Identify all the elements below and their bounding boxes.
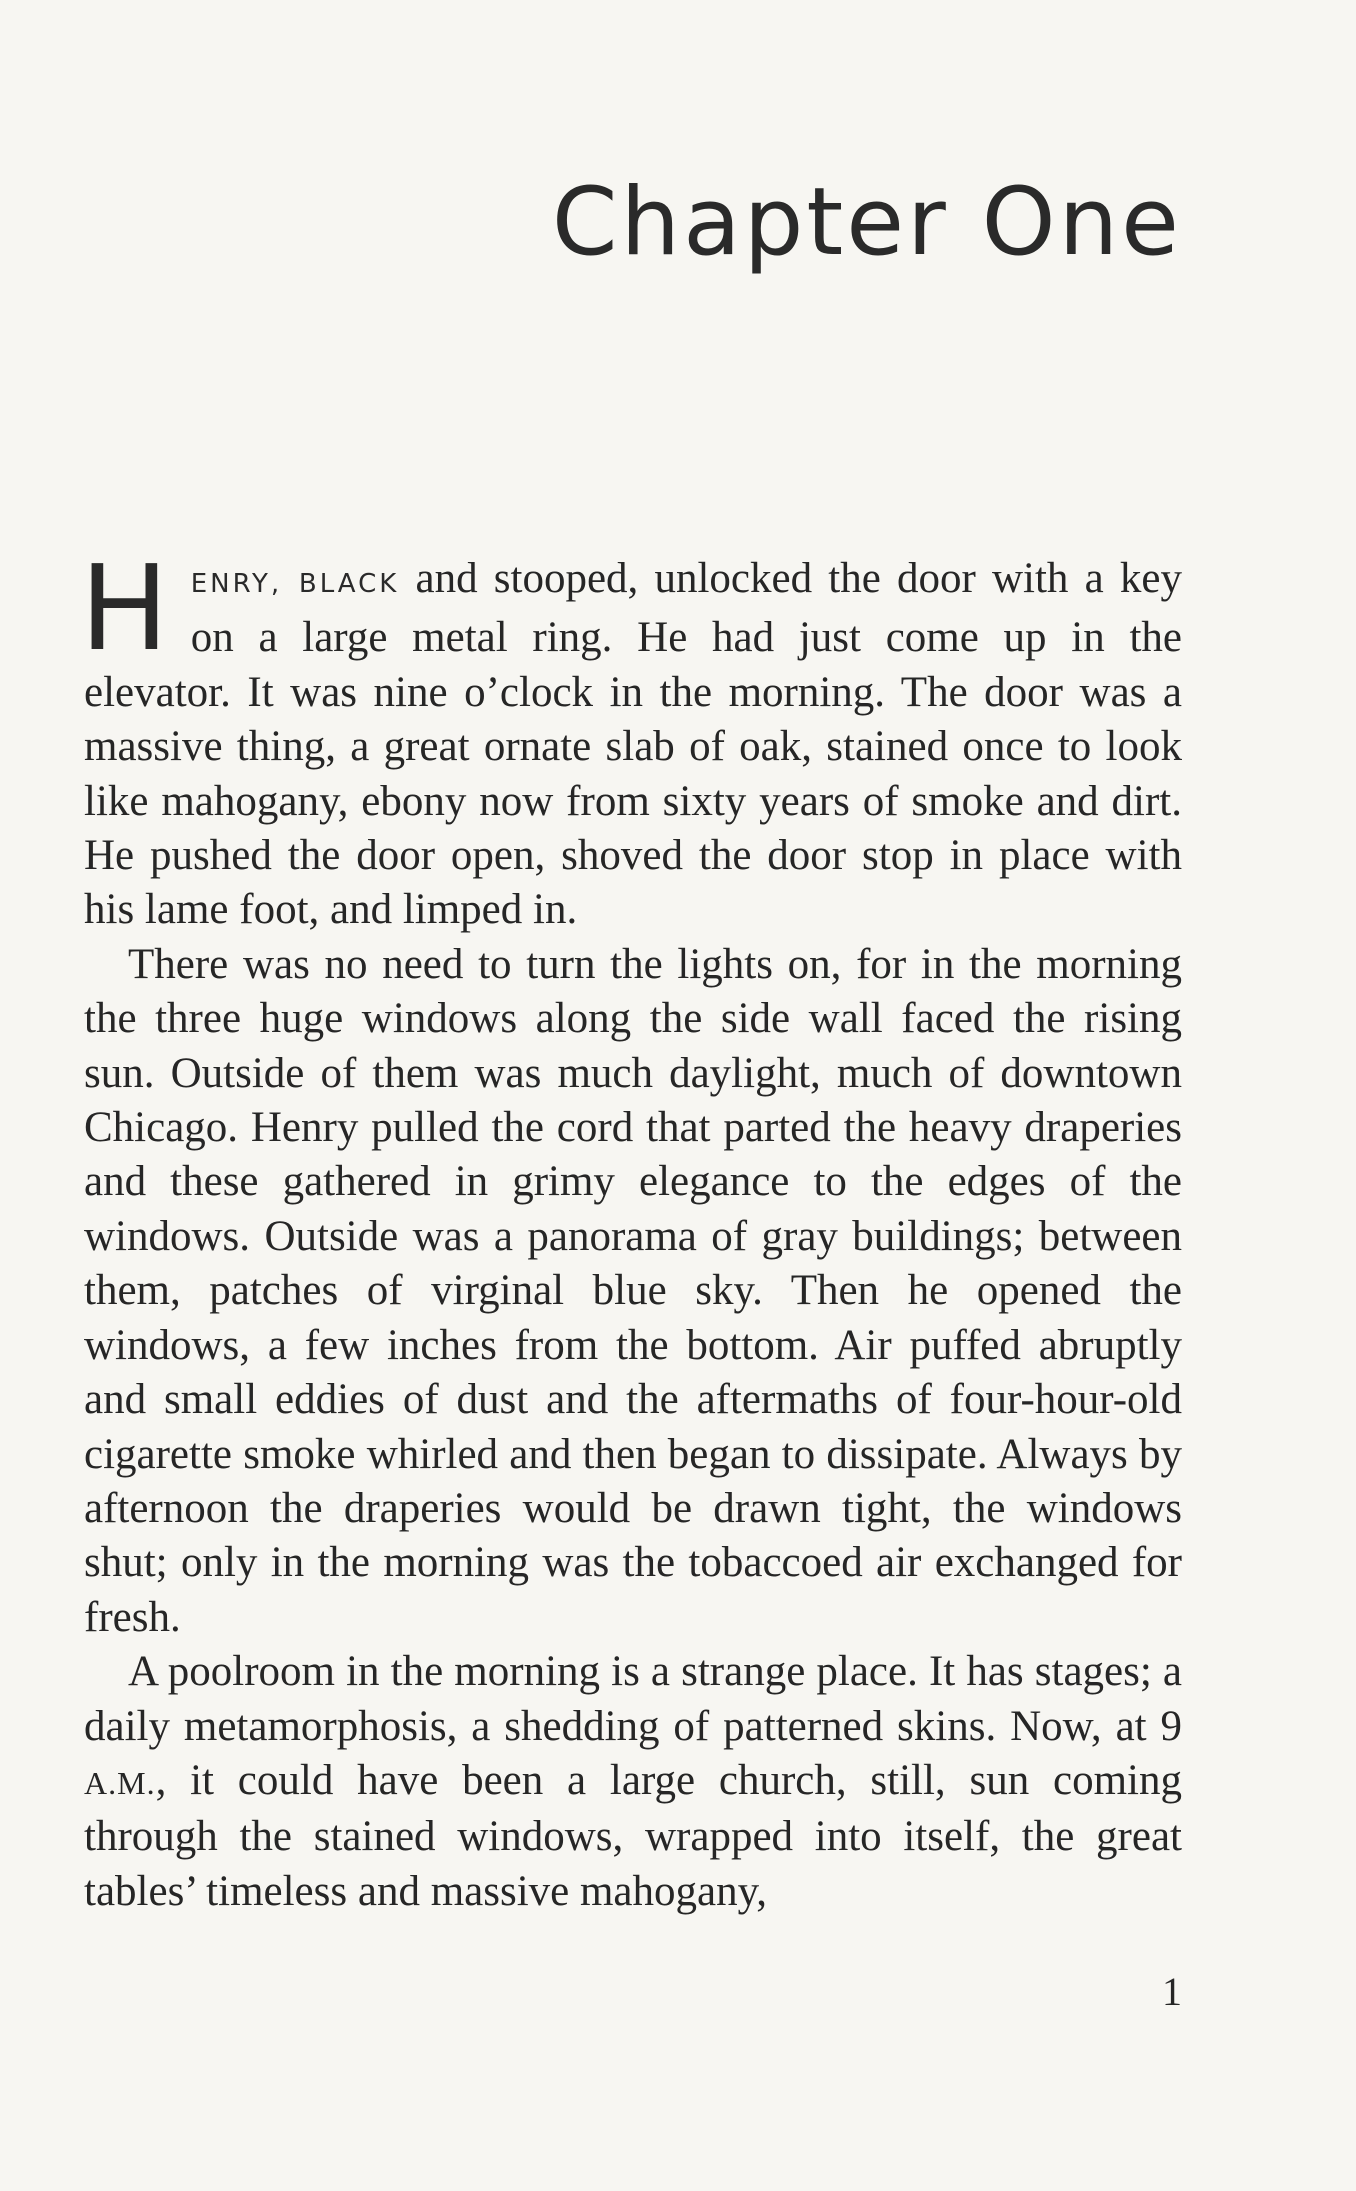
paragraph-3-text-a: A poolroom in the morning is a strange place. It has stages; a daily metamorphosis, a shedding of patterned skins. Now, at 9 xyxy=(84,1648,1182,1750)
time-small-caps: A.M. xyxy=(84,1764,156,1801)
paragraph-2-text: There was no need to turn the lights on, for in the morning the three huge windows along the side wall faced the rising sun. Outside of them was much daylight, much of downtown Chicago. Henry pulled the cord that parted the heavy draperies and these gathered in grimy elegance to the edges of the windows. Outside was a panorama of gray buildings; between them, patches of virginal blue sky. Then he opened the windows, a few inches from the bottom. Air puffed abruptly and small eddies of dust and the aftermaths of four-hour-old cigarette smoke whirled and then began to dissipate. Always by afternoon the draperies would be drawn tight, the windows shut; only in the morning was the tobaccoed air exchanged for fresh. xyxy=(84,940,1182,1641)
page-number: 1 xyxy=(1162,1969,1182,2014)
chapter-title: Chapter One xyxy=(551,168,1182,277)
paragraph-2 xyxy=(84,938,1182,1645)
paragraph-1-text: and stooped, unlocked the door with a key on a large metal ring. He had just come up in the elevator. It was nine o’clock in the morning. The door was a massive thing, a great ornate slab of oak, stained once to look like mahogany, ebony now from sixty years of smoke and dirt. He pushed the door open, shoved the door stop in place with his lame foot, and limped in. xyxy=(84,555,1182,934)
paragraph-1 xyxy=(80,539,1182,938)
opening-small-caps: ENRY, BLACK xyxy=(190,569,400,599)
body-text xyxy=(80,539,1182,1919)
drop-cap: H xyxy=(80,539,169,677)
paragraph-3 xyxy=(84,1645,1182,1919)
paragraph-3-text-b: , it could have been a large church, still, sun coming through the stained windows, wrapped into itself, the great tables’ timeless and massive mahogany, xyxy=(84,1756,1182,1915)
